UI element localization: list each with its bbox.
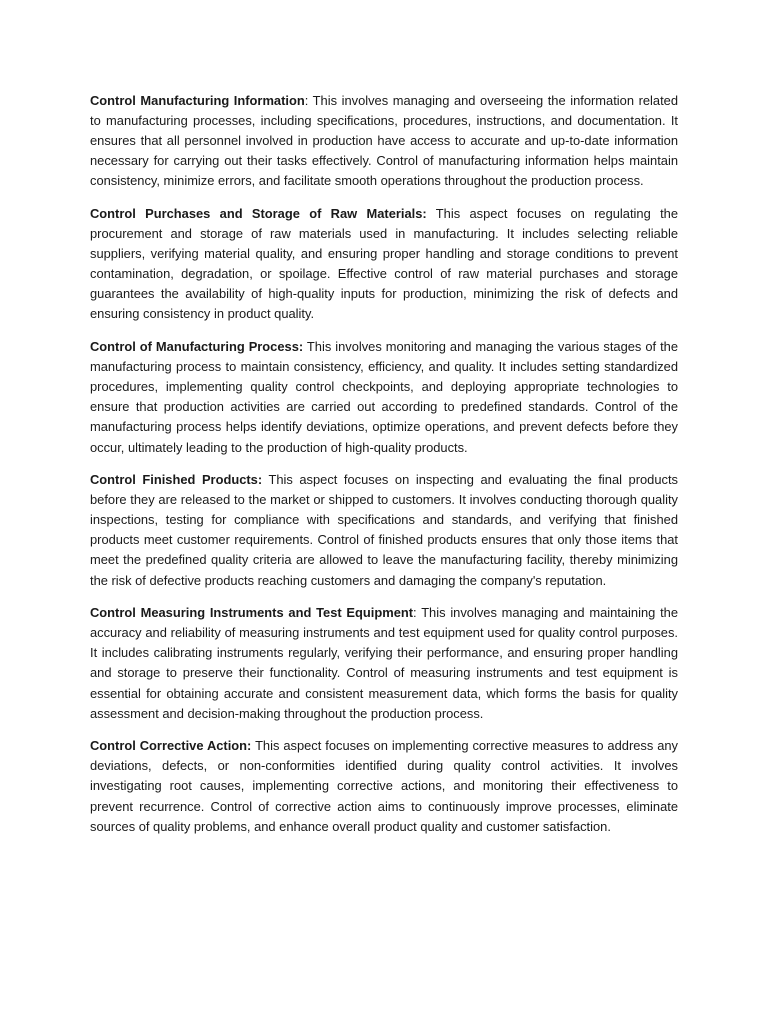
- paragraph-heading: Control Corrective Action:: [90, 738, 252, 754]
- document-page: [90, 91, 678, 849]
- paragraph-heading: Control Purchases and Storage of Raw Materials:: [90, 205, 427, 221]
- paragraph-measuring-instruments: [90, 603, 678, 724]
- paragraph-heading: Control Manufacturing Information: [90, 93, 305, 108]
- paragraph-heading: Control Finished Products:: [90, 472, 263, 488]
- paragraph-body: This involves managing and overseeing the information related to manufacturing processes, including specifications, procedures, instructions, and documentation. It ensures that all personnel involved in production have access to accurate and up-to-date information necessary for carrying out their tasks effectively. Control of manufacturing information helps maintain consistency, minimize errors, and facilitate smooth operations throughout the production process.: [90, 93, 678, 189]
- heading-separator: :: [304, 93, 313, 108]
- paragraph-manufacturing-process: [90, 337, 678, 458]
- paragraph-heading: Control Measuring Instruments and Test Equipment: [90, 605, 414, 621]
- paragraph-body: This aspect focuses on inspecting and evaluating the final products before they are released to the market or shipped to customers. It involves conducting thorough quality inspections, testing for compliance with specifications and standards, and verifying that finished products meet customer requirements. Control of finished products ensures that only those items that meet the predefined quality criteria are allowed to leave the manufacturing facility, thereby minimizing the risk of defective products reaching customers and damaging the company's reputation.: [90, 472, 678, 588]
- paragraph-manufacturing-information: [90, 91, 678, 191]
- paragraph-body: This aspect focuses on implementing corrective measures to address any deviations, defects, or non-conformities identified during quality control activities. It involves investigating root causes, implementing corrective actions, and monitoring their effectiveness to prevent recurrence. Control of corrective action aims to continuously improve processes, eliminate sources of quality problems, and enhance overall product quality and customer satisfaction.: [90, 738, 679, 834]
- paragraph-body: This involves monitoring and managing the various stages of the manufacturing process to maintain consistency, efficiency, and quality. It includes setting standardized procedures, implementing quality control checkpoints, and deploying appropriate technologies to ensure that production activities are carried out according to predefined standards. Control of the manufacturing process helps identify deviations, optimize operations, and prevent defects before they occur, ultimately leading to the production of high-quality products.: [90, 339, 678, 455]
- paragraph-heading: Control of Manufacturing Process:: [90, 339, 304, 355]
- paragraph-raw-materials: [90, 204, 678, 325]
- heading-separator: :: [413, 605, 422, 621]
- paragraph-finished-products: [90, 470, 678, 591]
- paragraph-body: This involves managing and maintaining the accuracy and reliability of measuring instruments and test equipment used for quality control purposes. It includes calibrating instruments regularly, verifying their performance, and ensuring proper handling and storage to preserve their functionality. Control of measuring instruments and test equipment is essential for obtaining accurate and consistent measurement data, which forms the basis for quality assessment and decision-making throughout the production process.: [90, 605, 678, 721]
- paragraph-body: This aspect focuses on regulating the procurement and storage of raw materials used in manufacturing. It includes selecting reliable suppliers, verifying material quality, and ensuring proper handling and storage conditions to prevent contamination, degradation, or spoilage. Effective control of raw material purchases and storage guarantees the availability of high-quality inputs for production, minimizing the risk of defects and ensuring consistency in product quality.: [90, 205, 678, 322]
- heading-separator: [427, 206, 436, 221]
- paragraph-corrective-action: [90, 736, 678, 836]
